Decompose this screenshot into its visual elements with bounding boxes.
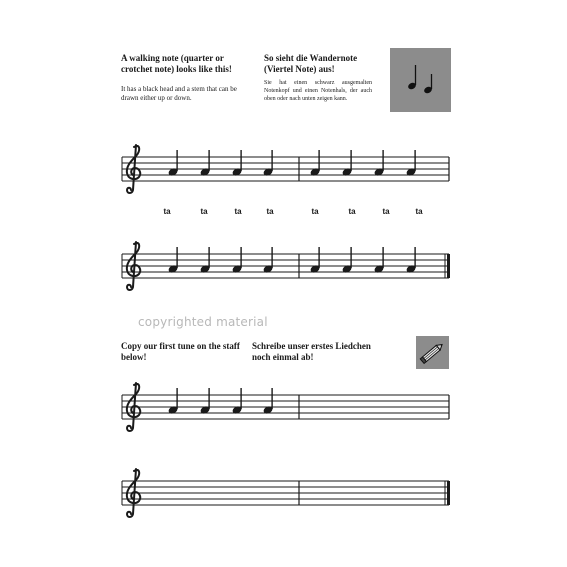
german-heading: So sieht die Wandernote (Viertel Note) aus! [264,53,358,74]
syllable-ta: ta [348,207,356,216]
syllable-ta: ta [311,207,319,216]
pencil-illustration [416,336,449,369]
exercise-heading-german: Schreibe unser erstes Liedchen noch einmal ab! [252,341,371,362]
syllable-ta: ta [163,207,171,216]
syllable-ta: ta [382,207,390,216]
final-barline-thick [447,254,450,278]
english-heading: A walking note (quarter or crotchet note) looks like this! [121,53,232,74]
watermark: copyrighted material [138,315,268,329]
syllable-ta: ta [200,207,208,216]
exercise-heading-english: Copy our first tune on the staff below! [121,341,240,362]
english-description: It has a black head and a stem that can be drawn either up or down. [121,85,237,102]
german-description: Sie hat einen schwarz ausgemalten Notenkopf und einen Notenhals, der auch oben oder nach unten zeigen kann. [264,80,372,102]
syllable-ta: ta [266,207,274,216]
final-barline-thick [447,481,450,505]
pencil-icon [416,336,449,369]
syllable-ta: ta [234,207,242,216]
syllable-ta: ta [415,207,423,216]
